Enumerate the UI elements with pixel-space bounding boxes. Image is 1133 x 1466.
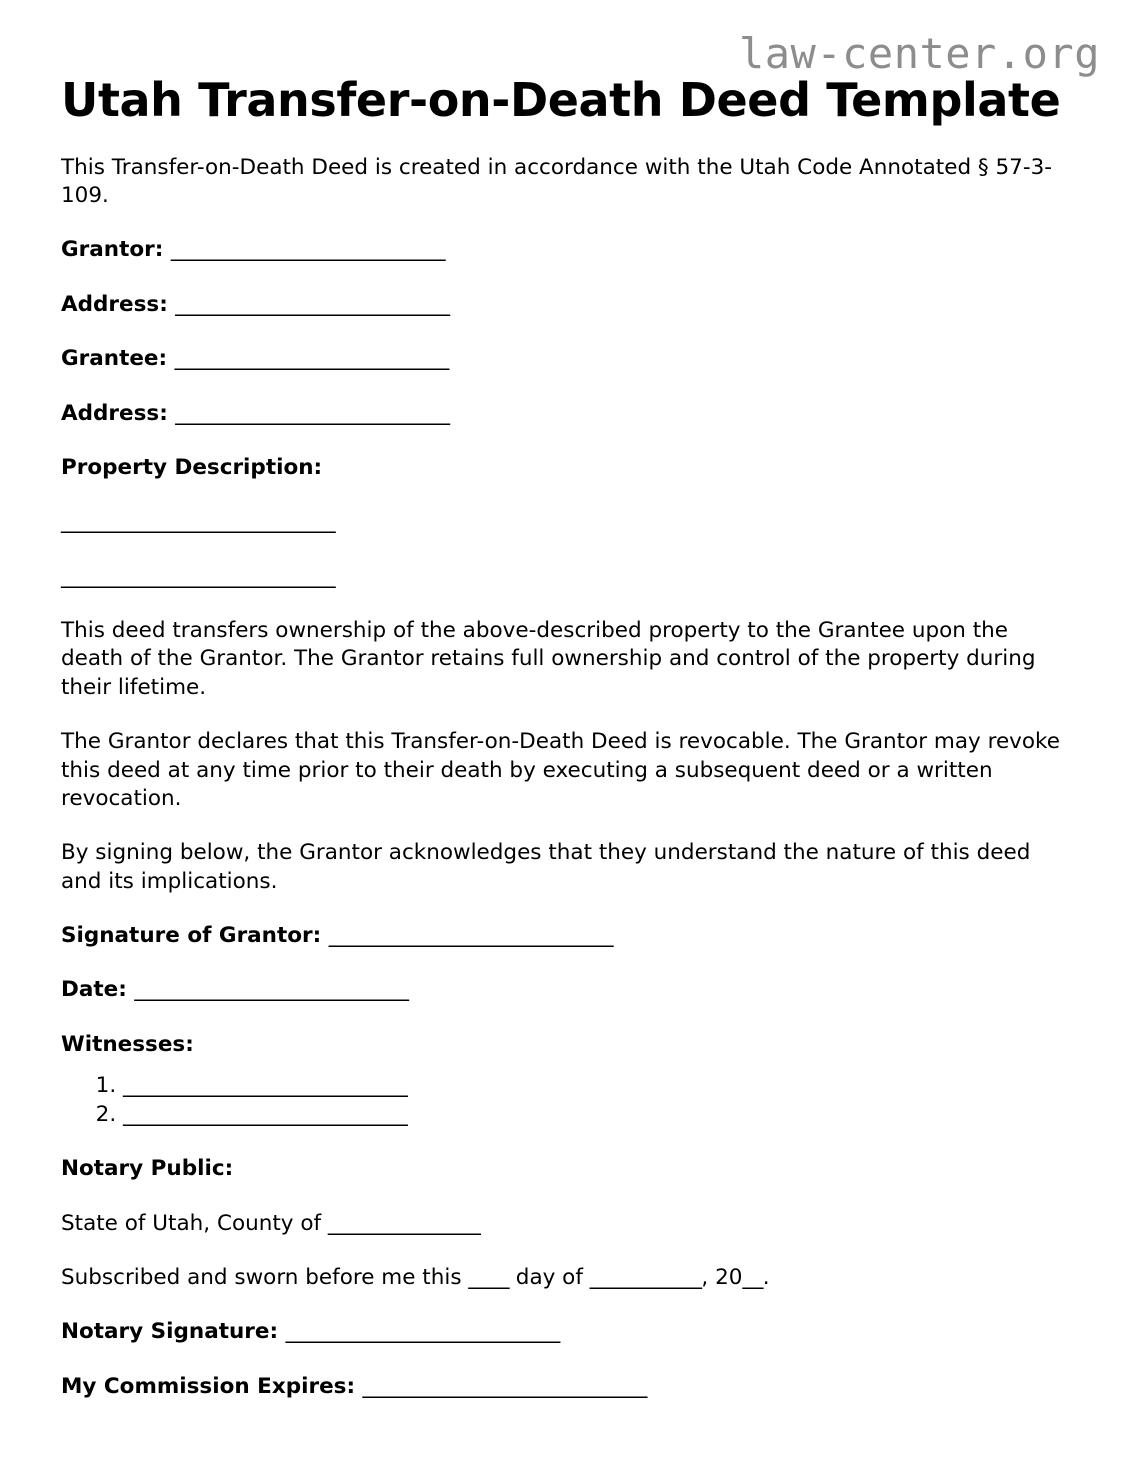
property-description-blank-2[interactable]: ___________________________ xyxy=(61,563,336,589)
date-field xyxy=(61,976,1073,1004)
grantor-address-blank[interactable]: ___________________________ xyxy=(175,291,450,317)
sworn-year-blank[interactable]: __ xyxy=(742,1265,763,1291)
list-item xyxy=(123,1072,1073,1101)
property-description-label: Property Description: xyxy=(61,454,323,480)
notary-sworn-line xyxy=(61,1264,1073,1292)
grantor-blank[interactable]: ___________________________ xyxy=(170,237,445,263)
intro-paragraph: This Transfer-on-Death Deed is created in accordance with the Utah Code Annotated § 57-3-109. xyxy=(61,154,1053,209)
commission-expires-field xyxy=(61,1373,1073,1401)
sworn-text-3: , 20 xyxy=(701,1265,743,1291)
body-paragraph-2: The Grantor declares that this Transfer-on-Death Deed is revocable. The Grantor may revoke this deed at any time prior to their death by executing a subsequent deed or a written revocation. xyxy=(61,729,1060,811)
notary-public-heading: Notary Public: xyxy=(61,1156,234,1182)
body-paragraph-1: This deed transfers ownership of the above-described property to the Grantee upon the death of the Grantor. The Grantor retains full ownership and control of the property during their lifetime. xyxy=(61,618,1036,700)
notary-signature-label: Notary Signature: xyxy=(61,1319,279,1345)
notary-county-blank[interactable]: _______________ xyxy=(327,1210,481,1236)
page-title: Utah Transfer-on-Death Deed Template xyxy=(61,73,1061,127)
grantor-signature-label: Signature of Grantor: xyxy=(61,923,322,949)
notary-state-county-line xyxy=(61,1210,1073,1238)
property-description-blank-1[interactable]: ___________________________ xyxy=(61,509,336,535)
commission-expires-blank[interactable]: ____________________________ xyxy=(362,1373,647,1399)
grantee-address-blank[interactable]: ___________________________ xyxy=(175,400,450,426)
commission-expires-label: My Commission Expires: xyxy=(61,1373,356,1399)
grantee-address-field xyxy=(61,400,1073,428)
grantor-signature-field xyxy=(61,922,1073,950)
grantor-address-label: Address: xyxy=(61,291,168,317)
notary-signature-field xyxy=(61,1318,1073,1346)
grantor-signature-blank[interactable]: ____________________________ xyxy=(328,923,613,949)
sworn-text-2: day of xyxy=(508,1265,590,1291)
witness-blank-1[interactable]: ____________________________ xyxy=(123,1073,408,1099)
grantee-blank[interactable]: ___________________________ xyxy=(174,346,449,372)
grantor-address-field xyxy=(61,291,1073,319)
date-blank[interactable]: ___________________________ xyxy=(134,977,409,1003)
list-item xyxy=(123,1101,1073,1130)
grantor-field xyxy=(61,236,1073,264)
sworn-month-blank[interactable]: ___________ xyxy=(589,1265,702,1291)
sworn-text-1: Subscribed and sworn before me this xyxy=(61,1265,469,1291)
notary-signature-blank[interactable]: ___________________________ xyxy=(285,1319,560,1345)
sworn-day-blank[interactable]: ____ xyxy=(468,1265,509,1291)
notary-state-county-text: State of Utah, County of xyxy=(61,1210,328,1236)
grantee-field xyxy=(61,345,1073,373)
witnesses-heading: Witnesses: xyxy=(61,1031,194,1057)
grantee-address-label: Address: xyxy=(61,400,168,426)
witness-blank-2[interactable]: ____________________________ xyxy=(123,1101,408,1127)
site-watermark: law-center.org xyxy=(738,29,1100,78)
property-description-blanks xyxy=(61,508,1073,591)
body-paragraph-3: By signing below, the Grantor acknowledges that they understand the nature of this deed and its implications. xyxy=(61,840,1031,894)
sworn-text-4: . xyxy=(762,1265,770,1291)
document-content xyxy=(61,73,1073,1427)
witness-list xyxy=(61,1072,1073,1129)
grantee-label: Grantee: xyxy=(61,346,168,372)
grantor-label: Grantor: xyxy=(61,237,164,263)
date-label: Date: xyxy=(61,977,127,1003)
